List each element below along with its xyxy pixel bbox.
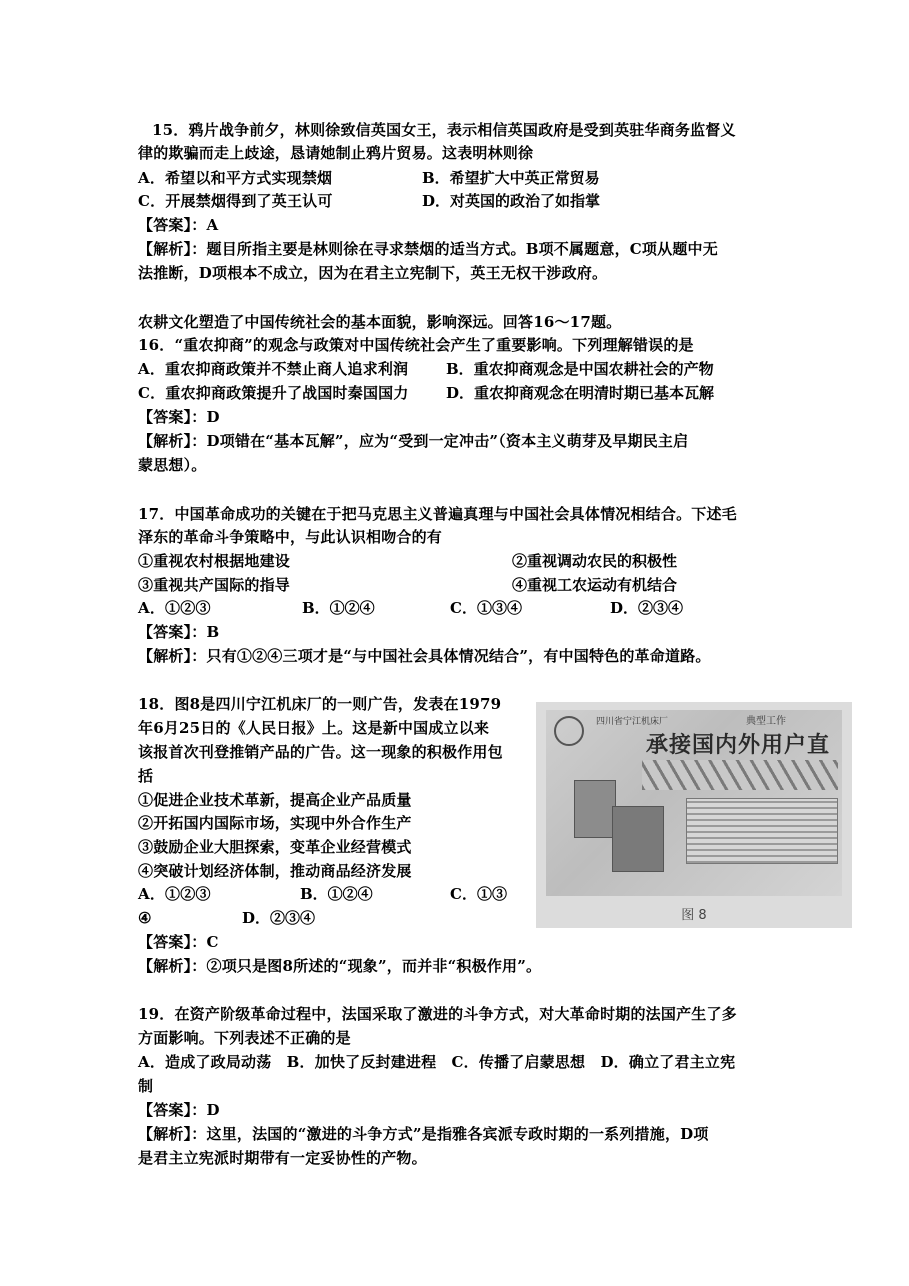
q17-statement-2: ②重视调动农民的积极性 xyxy=(512,552,678,570)
machine-illustration-left xyxy=(574,780,616,838)
figure-8-advertisement xyxy=(536,702,852,928)
q18-option-d: D．②③④ xyxy=(242,909,316,927)
q18-explanation: 【解析】：②项只是图8所述的“现象”，而并非“积极作用”。 xyxy=(138,957,542,975)
ad-body-text-block xyxy=(686,798,838,864)
q15-explanation-line1: 【解析】：题目所指主要是林则徐在寻求禁烟的适当方式。B项不属题意，C项从题中无 xyxy=(138,240,718,258)
q19-options-line1: A．造成了政局动荡 B．加快了反封建进程 C．传播了启蒙思想 D．确立了君主立宪 xyxy=(138,1053,736,1071)
q18-option-a: A．①②③ xyxy=(138,885,211,903)
q19-answer: 【答案】：D xyxy=(138,1101,220,1119)
q19-explanation-line2: 是君主立宪派时期带有一定妥协性的产物。 xyxy=(138,1149,427,1167)
q16-explanation-line1: 【解析】：D项错在“基本瓦解”，应为“受到一定冲击”（资本主义萌芽及早期民主启 xyxy=(138,432,689,450)
q18-stem-line1: 18．图8是四川宁江机床厂的一则广告，发表在1979 xyxy=(138,695,502,713)
q17-option-c: C．①③④ xyxy=(450,599,522,617)
q18-statement-4: ④突破计划经济体制，推动商品经济发展 xyxy=(138,862,412,880)
q18-stem-line4: 括 xyxy=(138,767,154,785)
q19-stem-line2: 方面影响。下列表述不正确的是 xyxy=(138,1029,351,1047)
q16-option-d: D．重农抑商观念在明清时期已基本瓦解 xyxy=(446,384,715,402)
q15-option-b: B．希望扩大中英正常贸易 xyxy=(422,169,600,187)
q15-option-d: D．对英国的政治了如指掌 xyxy=(422,192,601,210)
ad-side-label: 典型工作 xyxy=(746,716,786,727)
factory-logo-icon xyxy=(554,716,584,746)
q18-option-c-continued: ④ xyxy=(138,909,152,927)
q15-explanation-line2: 法推断，D项根本不成立，因为在君主立宪制下，英王无权干涉政府。 xyxy=(138,264,608,282)
q17-explanation: 【解析】：只有①②④三项才是“与中国社会具体情况结合”，有中国特色的革命道路。 xyxy=(138,647,711,665)
q18-statement-2: ②开拓国内国际市场，实现中外合作生产 xyxy=(138,814,412,832)
q15-option-c: C．开展禁烟得到了英王认可 xyxy=(138,192,333,210)
q16-option-b: B．重农抑商观念是中国农耕社会的产物 xyxy=(446,360,714,378)
machine-illustration-right xyxy=(612,806,664,872)
q18-option-b: B．①②④ xyxy=(300,885,373,903)
q17-statement-1: ①重视农村根据地建设 xyxy=(138,552,291,570)
q17-option-b: B．①②④ xyxy=(302,599,375,617)
q19-options-line2: 制 xyxy=(138,1077,154,1095)
advertisement-image xyxy=(546,710,842,896)
q18-answer: 【答案】：C xyxy=(138,933,219,951)
q15-option-a: A．希望以和平方式实现禁烟 xyxy=(138,169,333,187)
q17-statement-4: ④重视工农运动有机结合 xyxy=(512,576,678,594)
q15-stem-line2: 律的欺骗而走上歧途，恳请她制止鸦片贸易。这表明林则徐 xyxy=(138,144,534,162)
q17-stem-line2: 泽东的革命斗争策略中，与此认识相吻合的有 xyxy=(138,528,443,546)
q17-option-a: A．①②③ xyxy=(138,599,211,617)
q18-stem-line3: 该报首次刊登推销产品的广告。这一现象的积极作用包 xyxy=(138,743,503,761)
q15-stem-line1: 15．鸦片战争前夕，林则徐致信英国女王，表示相信英国政府是受到英驻华商务监督义 xyxy=(152,121,736,139)
q16-17-intro: 农耕文化塑造了中国传统社会的基本面貌，影响深远。回答16～17题。 xyxy=(138,313,622,331)
q16-option-a: A．重农抑商政策并不禁止商人追求利润 xyxy=(138,360,409,378)
ad-headline: 承接国内外用户直 xyxy=(646,733,831,758)
q16-stem: 16．“重农抑商”的观念与政策对中国传统社会产生了重要影响。下列理解错误的是 xyxy=(138,336,694,354)
q18-option-c: C．①③ xyxy=(450,885,507,903)
ad-tools-illustration xyxy=(642,760,838,790)
q18-statement-3: ③鼓励企业大胆探索，变革企业经营模式 xyxy=(138,838,412,856)
ad-factory-name: 四川省宁江机床厂 xyxy=(596,717,669,727)
q17-statement-3: ③重视共产国际的指导 xyxy=(138,576,291,594)
q19-explanation-line1: 【解析】：这里，法国的“激进的斗争方式”是指雅各宾派专政时期的一系列措施，D项 xyxy=(138,1125,709,1143)
q18-statement-1: ①促进企业技术革新，提高企业产品质量 xyxy=(138,791,412,809)
q16-option-c: C．重农抑商政策提升了战国时秦国国力 xyxy=(138,384,409,402)
q16-explanation-line2: 蒙思想）。 xyxy=(138,456,207,474)
q17-option-d: D．②③④ xyxy=(610,599,684,617)
q16-answer: 【答案】：D xyxy=(138,408,220,426)
figure-caption: 图 8 xyxy=(681,908,707,923)
q17-answer: 【答案】：B xyxy=(138,623,220,641)
q15-answer: 【答案】：A xyxy=(138,216,219,234)
q19-stem-line1: 19．在资产阶级革命过程中，法国采取了激进的斗争方式，对大革命时期的法国产生了多 xyxy=(138,1005,737,1023)
q18-stem-line2: 年6月25日的《人民日报》上。这是新中国成立以来 xyxy=(138,719,490,737)
q17-stem-line1: 17．中国革命成功的关键在于把马克思主义普遍真理与中国社会具体情况相结合。下述毛 xyxy=(138,505,737,523)
